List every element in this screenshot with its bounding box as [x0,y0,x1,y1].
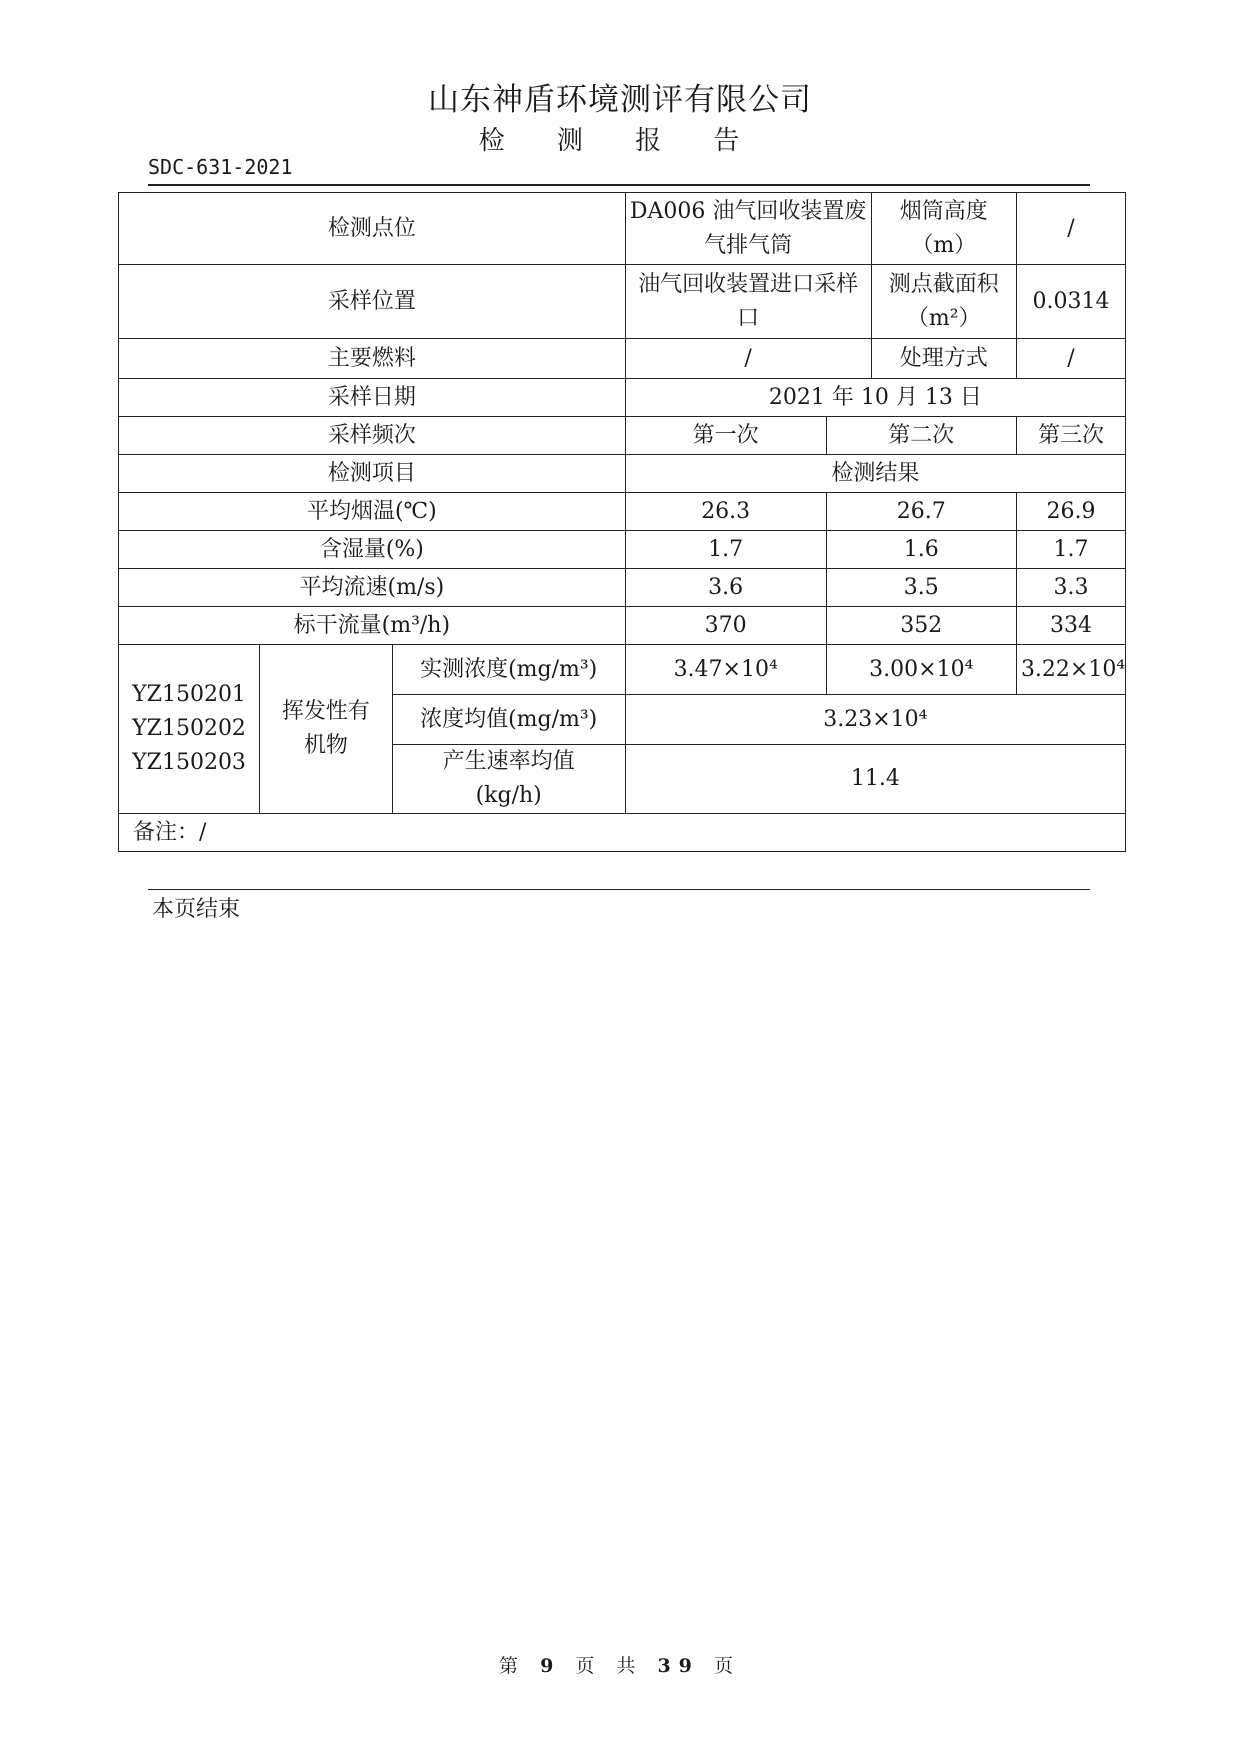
table-row [119,607,1126,645]
remark: 备注：/ [119,814,1126,852]
fuel-value: / [625,339,871,379]
point-value: DA006 油气回收装置废气排气筒 [625,193,871,265]
frequency-label: 采样频次 [119,417,626,455]
row-value: 1.6 [826,531,1016,569]
mean-value: 3.23×10⁴ [625,695,1125,745]
measured-value: 3.47×10⁴ [625,645,826,695]
page-suffix: 页 [713,1655,741,1677]
treatment-label: 处理方式 [871,339,1016,379]
row-value: 26.9 [1016,493,1125,531]
fuel-label: 主要燃料 [119,339,626,379]
page-number: 9 [540,1655,562,1677]
item-label: 检测项目 [119,455,626,493]
table-row [119,417,1126,455]
report-table [118,192,1126,852]
page-total: 39 [657,1655,700,1677]
sample-id: YZ150201 [132,682,246,707]
row-value: 370 [625,607,826,645]
treatment-value: / [1016,339,1125,379]
location-value: 油气回收装置进口采样口 [625,265,871,339]
table-row [119,645,1126,695]
measured-value: 3.22×10⁴ [1016,645,1125,695]
row-value: 3.5 [826,569,1016,607]
row-value: 334 [1016,607,1125,645]
frequency-3: 第三次 [1016,417,1125,455]
rate-label: 产生速率均值(kg/h) [392,745,625,814]
table-row [119,493,1126,531]
table-end-rule [148,889,1090,890]
row-value: 1.7 [1016,531,1125,569]
table-row [119,193,1126,265]
sample-id: YZ150202 [132,716,246,741]
page-prefix: 第 [499,1655,527,1677]
frequency-1: 第一次 [625,417,826,455]
row-value: 3.6 [625,569,826,607]
row-value: 352 [826,607,1016,645]
date-value: 2021 年 10 月 13 日 [625,379,1125,417]
page-footer [0,1651,1240,1678]
report-title: 检 测 报 告 [478,126,762,156]
pollutant-name: 挥发性有机物 [260,645,393,814]
table-row [119,531,1126,569]
rate-value: 11.4 [625,745,1125,814]
area-value: 0.0314 [1016,265,1125,339]
sample-id: YZ150203 [132,750,246,775]
table-row [119,379,1126,417]
row-label: 标干流量(m³/h) [119,607,626,645]
table-row [119,569,1126,607]
page-mid: 页 共 [575,1655,644,1677]
frequency-2: 第二次 [826,417,1016,455]
header-rule [148,184,1090,186]
document-number: SDC-631-2021 [148,155,293,179]
row-value: 26.3 [625,493,826,531]
date-label: 采样日期 [119,379,626,417]
table-row [119,339,1126,379]
row-value: 26.7 [826,493,1016,531]
mean-label: 浓度均值(mg/m³) [392,695,625,745]
measured-label: 实测浓度(mg/m³) [392,645,625,695]
point-label: 检测点位 [119,193,626,265]
row-value: 3.3 [1016,569,1125,607]
stack-height-value: / [1016,193,1125,265]
area-label: 测点截面积（m²） [871,265,1016,339]
stack-height-label: 烟筒高度（m） [871,193,1016,265]
row-value: 1.7 [625,531,826,569]
company-name: 山东神盾环境测评有限公司 [428,82,812,118]
table-row [119,265,1126,339]
sample-ids [119,645,260,814]
row-label: 平均烟温(℃) [119,493,626,531]
measured-value: 3.00×10⁴ [826,645,1016,695]
table-row [119,814,1126,852]
result-label: 检测结果 [625,455,1125,493]
page-end-note: 本页结束 [152,897,241,922]
row-label: 含湿量(%) [119,531,626,569]
location-label: 采样位置 [119,265,626,339]
table-row [119,455,1126,493]
row-label: 平均流速(m/s) [119,569,626,607]
